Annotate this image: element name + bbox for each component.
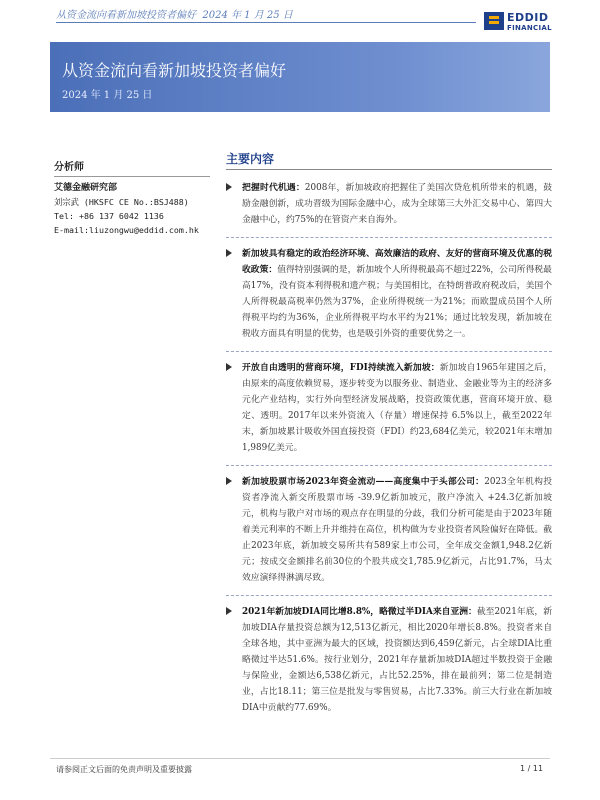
arrow-bullet-icon bbox=[226, 249, 232, 257]
bullet-text: 值得特别强调的是，新加坡个人所得税最高不超过22%，公司所得税最高17%，没有资本利得税和遗产税；与美国相比，在特朗普政府税改后，美国个人所得税最高税率仍然为37%，企业所得税统一为21%；而欧盟成员国个人所得税平均约为36%，企业所得税平均水平约为21%；通过比较发现，新加坡在税收方面具有明显的优势，也是吸引外资的重要优势之一。 bbox=[242, 265, 552, 339]
page-number: 1 / 11 bbox=[520, 764, 544, 773]
title-banner bbox=[50, 42, 550, 112]
running-header bbox=[56, 6, 293, 21]
running-date: 2024 年 1 月 25 日 bbox=[202, 10, 293, 21]
bullet-lead: 开放自由透明的营商环境，FDI持续流入新加坡： bbox=[242, 363, 440, 373]
section-title: 主要内容 bbox=[226, 152, 275, 166]
footer-disclaimer: 请参阅正文后面的免责声明及重要披露 bbox=[56, 765, 192, 774]
analyst-name: 刘宗武 (HKSFC CE No.:BSJ488) bbox=[54, 197, 189, 207]
bullet-lead: 新加坡股票市场2023年资金流动——高度集中于头部公司： bbox=[242, 477, 485, 487]
arrow-bullet-icon bbox=[226, 183, 232, 191]
analyst-tel: Tel: +86 137 6042 1136 bbox=[54, 211, 164, 221]
bullet-text: 2008年，新加坡政府把握住了美国次贷危机所带来的机遇，鼓励金融创新，成功晋级为国际金融中心，成为全球第三大外汇交易中心、第四大金融中心，约75%的在管资产来自海外。 bbox=[242, 183, 552, 225]
analyst-email[interactable]: E-mail:liuzongwu@eddid.com.hk bbox=[54, 225, 199, 235]
bullet-lead: 把握时代机遇： bbox=[242, 183, 305, 193]
analyst-heading: 分析师 bbox=[54, 162, 84, 173]
analyst-team: 艾德金融研究部 bbox=[54, 183, 118, 193]
arrow-bullet-icon bbox=[226, 477, 232, 485]
bullet-lead: 新加坡具有稳定的政治经济环境、高效廉洁的政府、友好的营商环境及优惠的税收政策： bbox=[242, 249, 552, 275]
summary-bullet bbox=[226, 180, 552, 238]
report-title: 从资金流向看新加坡投资者偏好 bbox=[62, 61, 287, 80]
summary-bullet bbox=[226, 246, 552, 352]
summary-bullet bbox=[226, 360, 552, 466]
bullet-text: 截至2021年底，新加坡DIA存量投资总额为12,513亿新元，相比2020年增长8.8%。投资者来自全球各地，其中亚洲为最大的区域，投资额达到6,459亿新元，占全球DIA比重略微过半达51.6%。按行业划分，2021年存量新加坡DIA超过半数投资于金融与保险业，金额达6,538亿新元，占比52.25%，排在最前列；第二位是制造业，占比18.11；第三位是批发与零售贸易，占比7.33%。前三大行业在新加坡DIA中贡献约77.69%。 bbox=[242, 607, 553, 713]
bullet-lead: 2021年新加坡DIA同比增8.8%，略微过半DIA来自亚洲： bbox=[242, 607, 477, 617]
arrow-bullet-icon bbox=[226, 363, 232, 371]
summary-bullet bbox=[226, 604, 552, 725]
logo-mark-icon bbox=[484, 12, 504, 30]
eddid-logo bbox=[484, 8, 554, 34]
section-divider bbox=[226, 169, 552, 170]
running-title: 从资金流向看新加坡投资者偏好 bbox=[56, 10, 196, 21]
arrow-bullet-icon bbox=[226, 607, 232, 615]
footer-divider bbox=[50, 758, 550, 759]
logo-text-primary: EDDID bbox=[507, 11, 549, 24]
logo-text-secondary: FINANCIAL bbox=[507, 24, 552, 32]
page-header bbox=[0, 0, 600, 40]
report-date: 2024 年 1 月 25 日 bbox=[62, 90, 153, 101]
main-content bbox=[226, 150, 552, 733]
bullet-text: 新加坡自1965年建国之后，由原来的高度依赖贸易，逐步转变为以服务业、制造业、金融业等为主的经济多元化产业结构，实行外向型经济发展战略，投资政策优惠，营商环境开放、稳定、透明。2017年以来外资流入（存量）增速保持 6.5%以上，截至2022年末，新加坡累计吸收外国直接投资（FDI）约23,684亿美元，较2021年末增加1,989亿美元。 bbox=[242, 363, 552, 453]
summary-bullet bbox=[226, 474, 552, 596]
analyst-panel bbox=[54, 158, 214, 237]
header-divider bbox=[56, 22, 476, 23]
analyst-divider bbox=[54, 176, 210, 177]
bullet-text: 2023全年机构投资者净流入新交所股票市场 -39.9亿新加坡元，散户净流入 +24.3亿新加坡元，机构与散户对市场的观点存在明显的分歧，我们分析可能是由于2023年随着美元利率的不断上升并维持在高位，机构做为专业投资者风险偏好在降低。截止2023年底，新加坡交易所共有589家上市公司，全年成交金额1,948.2亿新元；按成交金额排名前30位的个股共成交1,785.9亿新元，占比91.7%，马太效应演绎得淋漓尽致。 bbox=[242, 477, 552, 583]
